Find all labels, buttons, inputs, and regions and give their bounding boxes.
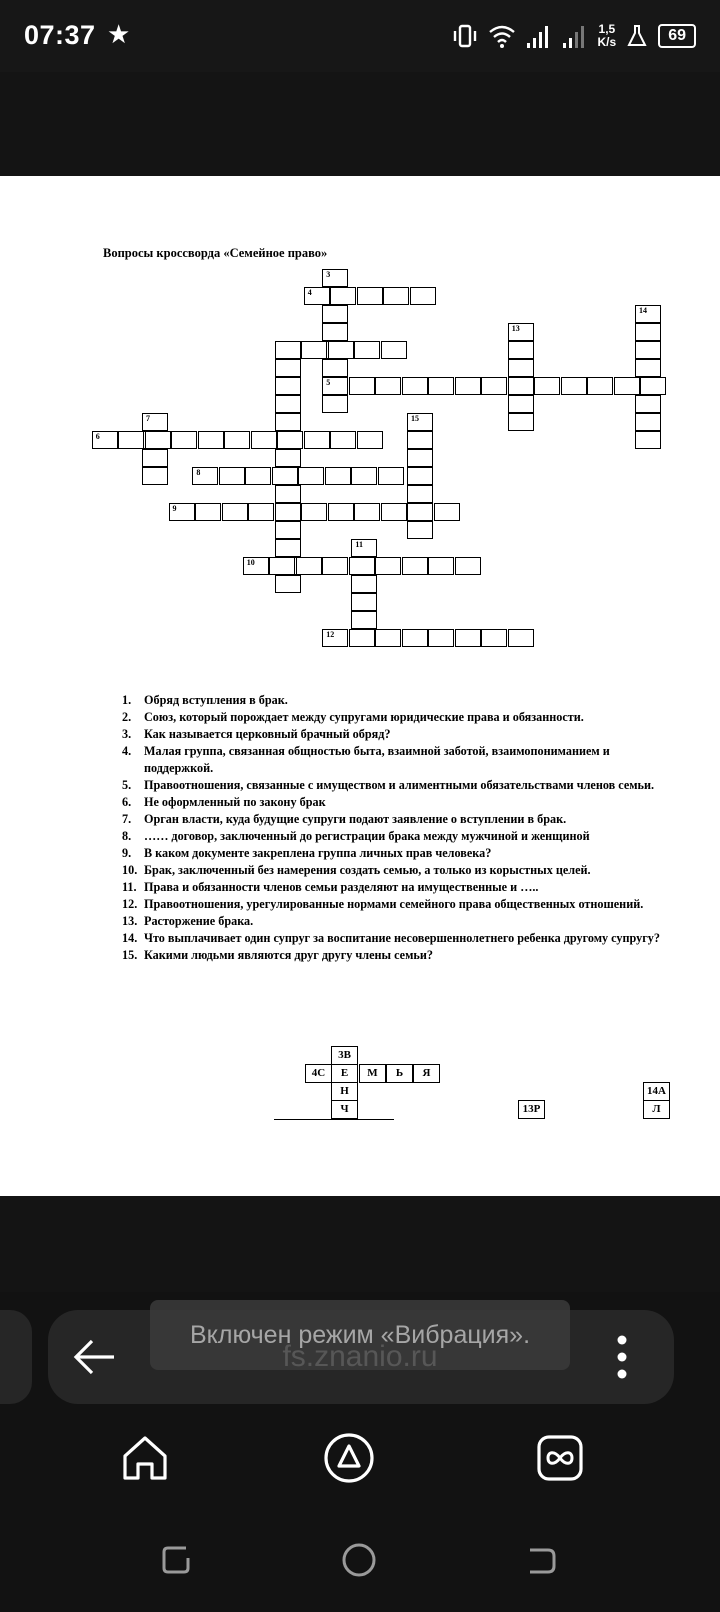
- question-text: …… договор, заключенный до регистрации брака между мужчиной и женщиной: [144, 829, 590, 843]
- crossword-cell: [402, 377, 428, 395]
- clue-number: 5: [326, 378, 331, 387]
- crossword-cell: [304, 431, 330, 449]
- question-text: Как называется церковный брачный обряд?: [144, 727, 391, 741]
- question-text: Обряд вступления в брак.: [144, 693, 288, 707]
- question-number: 15.: [122, 948, 138, 962]
- crossword-cell: [269, 557, 295, 575]
- crossword-cell: [275, 341, 301, 359]
- crossword-cell: [455, 557, 481, 575]
- crossword-cell: [304, 287, 330, 305]
- status-right: [452, 18, 696, 54]
- crossword-cell: [275, 539, 301, 557]
- question-item: [122, 743, 667, 777]
- crossword-cell: [410, 287, 436, 305]
- crossword-cell: [407, 413, 433, 431]
- question-text: Правоотношения, урегулированные нормами семейного права общественных отношений.: [144, 897, 644, 911]
- question-item: [122, 692, 667, 709]
- question-number: 13.: [122, 914, 138, 928]
- question-item: [122, 930, 667, 947]
- question-number: 1.: [122, 693, 132, 707]
- crossword-cell: [277, 431, 303, 449]
- crossword-cell: [298, 467, 324, 485]
- crossword-cell: [349, 629, 375, 647]
- clue-number: 13: [511, 324, 520, 333]
- viewer-top-margin: [0, 72, 720, 176]
- crossword-cell: [635, 413, 661, 431]
- crossword-cell: [455, 377, 481, 395]
- crossword-cell: [407, 449, 433, 467]
- question-item: [122, 726, 667, 743]
- crossword-cell: [328, 341, 354, 359]
- crossword-cell: [508, 341, 534, 359]
- crossword-cell: [243, 557, 269, 575]
- crossword-cell: [275, 521, 301, 539]
- document-title: Вопросы кроссворда «Семейное право»: [103, 246, 328, 260]
- clue-number: 8: [196, 468, 201, 477]
- question-number: 5.: [122, 778, 132, 792]
- clue-number: 14: [638, 306, 647, 315]
- crossword-cell: [351, 593, 377, 611]
- crossword-cell: [145, 431, 171, 449]
- crossword-cell: [219, 467, 245, 485]
- question-text: Малая группа, связанная общностью быта, взаимной заботой, взаимопониманием и поддержкой.: [144, 744, 610, 775]
- answer-cell: 4С: [305, 1064, 332, 1083]
- question-number: 4.: [122, 744, 132, 758]
- question-item: [122, 862, 667, 879]
- clue-number: 11: [355, 540, 363, 549]
- crossword-cell: [349, 557, 375, 575]
- tabs-icon[interactable]: [534, 1432, 586, 1484]
- crossword-cell: [635, 359, 661, 377]
- question-item: [122, 947, 667, 964]
- question-item: [122, 794, 667, 811]
- crossword-cell: [322, 305, 348, 323]
- crossword-cell: [322, 323, 348, 341]
- crossword-cell: [407, 503, 433, 521]
- crossword-cell: [455, 629, 481, 647]
- crossword-cell: [375, 377, 401, 395]
- question-text: Союз, который порождает между супругами юридические права и обязанности.: [144, 710, 584, 724]
- crossword-cell: [357, 287, 383, 305]
- crossword-cell: [508, 413, 534, 431]
- crossword-cell: [296, 557, 322, 575]
- question-text: Брак, заключенный без намерения создать семью, а только из корыстных целей.: [144, 863, 591, 877]
- question-number: 8.: [122, 829, 132, 843]
- crossword-cell: [328, 503, 354, 521]
- question-number: 3.: [122, 727, 132, 741]
- crossword-cell: [248, 503, 274, 521]
- clue-number: 7: [146, 414, 151, 423]
- crossword-cell: [635, 323, 661, 341]
- crossword-cell: [169, 503, 195, 521]
- crossword-cell: [275, 395, 301, 413]
- crossword-cell: [534, 377, 560, 395]
- answer-cell: 14А: [643, 1082, 670, 1101]
- crossword-cell: [351, 467, 377, 485]
- home-icon[interactable]: [119, 1432, 171, 1484]
- crossword-cell: [635, 431, 661, 449]
- crossword-cell: [349, 377, 375, 395]
- crossword-cell: [434, 503, 460, 521]
- crossword-cell: [508, 323, 534, 341]
- question-item: [122, 879, 667, 896]
- question-text: Права и обязанности членов семьи разделяют на имущественные и …..: [144, 880, 539, 894]
- answer-underline: [274, 1119, 394, 1120]
- crossword-cell: [330, 287, 356, 305]
- question-item: [122, 777, 667, 794]
- crossword-cell: [354, 503, 380, 521]
- crossword-cell: [245, 467, 271, 485]
- question-item: [122, 811, 667, 828]
- answer-cell: 3В: [331, 1046, 358, 1065]
- answer-cell: Ь: [386, 1064, 413, 1083]
- crossword-cell: [402, 629, 428, 647]
- crossword-cell: [383, 287, 409, 305]
- crossword-cell: [407, 431, 433, 449]
- signal-icon-2: [562, 23, 588, 49]
- crossword-cell: [195, 503, 221, 521]
- crossword-cell: [330, 431, 356, 449]
- crossword-cell: [508, 629, 534, 647]
- home-circle-icon[interactable]: [341, 1542, 377, 1578]
- crossword-cell: [92, 431, 118, 449]
- question-number: 10.: [122, 863, 138, 877]
- crossword-cell: [351, 575, 377, 593]
- clue-number: 4: [307, 288, 312, 297]
- crossword-cell: [481, 629, 507, 647]
- question-item: [122, 828, 667, 845]
- answer-cell: Н: [331, 1082, 358, 1101]
- crossword-cell: [354, 341, 380, 359]
- viewer-bottom-margin: [0, 1196, 720, 1292]
- crossword-cell: [640, 377, 666, 395]
- crossword-cell: [325, 467, 351, 485]
- clue-number: 12: [326, 630, 335, 639]
- answer-cell: Я: [413, 1064, 440, 1083]
- crossword-cell: [381, 341, 407, 359]
- question-text: Не оформленный по закону брак: [144, 795, 326, 809]
- question-text: Расторжение брака.: [144, 914, 254, 928]
- vibration-toast: Включен режим «Вибрация».: [150, 1300, 570, 1370]
- status-bar: [0, 0, 720, 72]
- question-number: 2.: [122, 710, 132, 724]
- crossword-cell: [481, 377, 507, 395]
- crossword-cell: [351, 539, 377, 557]
- network-speed: 1,5 K/s: [597, 22, 617, 49]
- crossword-cell: [587, 377, 613, 395]
- answer-cell: Е: [331, 1064, 358, 1083]
- crossword-cell: [378, 467, 404, 485]
- crossword-cell: [275, 485, 301, 503]
- wifi-icon: [488, 23, 516, 49]
- crossword-cell: [561, 377, 587, 395]
- answer-cell: 13Р: [518, 1100, 545, 1119]
- crossword-cell: [635, 395, 661, 413]
- answer-cell: Л: [643, 1100, 670, 1119]
- question-item: [122, 896, 667, 913]
- answer-cell: М: [359, 1064, 386, 1083]
- question-item: [122, 709, 667, 726]
- crossword-cell: [322, 395, 348, 413]
- crossword-cell: [142, 467, 168, 485]
- crossword-cell: [407, 521, 433, 539]
- crossword-cell: [357, 431, 383, 449]
- question-text: Какими людьми являются друг другу члены семьи?: [144, 948, 433, 962]
- crossword-cell: [635, 341, 661, 359]
- crossword-cell: [322, 359, 348, 377]
- crossword-cell: [272, 467, 298, 485]
- crossword-cell: [351, 611, 377, 629]
- signal-icon: [526, 23, 552, 49]
- clue-number: 3: [326, 270, 331, 279]
- crossword-cell: [301, 503, 327, 521]
- crossword-cell: [407, 467, 433, 485]
- crossword-cell: [428, 629, 454, 647]
- crossword-cell: [251, 431, 277, 449]
- crossword-cell: [142, 449, 168, 467]
- clue-number: 10: [246, 558, 255, 567]
- questions-list: [122, 692, 667, 964]
- clue-number: 9: [172, 504, 177, 513]
- question-number: 6.: [122, 795, 132, 809]
- question-item: [122, 845, 667, 862]
- crossword-cell: [118, 431, 144, 449]
- crossword-cell: [322, 269, 348, 287]
- menu-dots-icon[interactable]: [612, 1334, 632, 1380]
- battery-icon: 69: [658, 24, 696, 48]
- question-text: Что выплачивает один супруг за воспитание несовершеннолетнего ребенка другому супругу?: [144, 931, 660, 945]
- answer-cell: Ч: [331, 1100, 358, 1119]
- crossword-cell: [275, 575, 301, 593]
- status-time: 07:37: [24, 20, 96, 50]
- crossword-cell: [508, 359, 534, 377]
- question-number: 14.: [122, 931, 138, 945]
- browser-toolbar: [0, 1292, 720, 1612]
- vibrate-icon: [452, 23, 478, 49]
- crossword-cell: [322, 557, 348, 575]
- crossword-cell: [508, 377, 534, 395]
- crossword-cell: [275, 359, 301, 377]
- crossword-cell: [508, 395, 534, 413]
- crossword-cell: [275, 377, 301, 395]
- crossword-cell: [171, 431, 197, 449]
- crossword-cell: [407, 485, 433, 503]
- crossword-cell: [428, 377, 454, 395]
- crossword-cell: [275, 413, 301, 431]
- crossword-cell: [301, 341, 327, 359]
- crossword-cell: [222, 503, 248, 521]
- browser-nav-row: [0, 1432, 720, 1492]
- crossword-cell: [198, 431, 224, 449]
- assistant-icon[interactable]: [323, 1432, 375, 1484]
- crossword-cell: [635, 305, 661, 323]
- star-icon: ★: [107, 19, 131, 49]
- crossword-cell: [275, 503, 301, 521]
- crossword-cell: [381, 503, 407, 521]
- question-number: 11.: [122, 880, 137, 894]
- crossword-cell: [375, 629, 401, 647]
- clue-number: 6: [95, 432, 100, 441]
- question-number: 12.: [122, 897, 138, 911]
- crossword-cell: [142, 413, 168, 431]
- crossword-cell: [192, 467, 218, 485]
- crossword-cell: [322, 377, 348, 395]
- question-text: Орган власти, куда будущие супруги подают заявление о вступлении в брак.: [144, 812, 567, 826]
- flask-icon: [626, 24, 648, 48]
- crossword-cell: [322, 629, 348, 647]
- crossword-cell: [275, 449, 301, 467]
- crossword-cell: [375, 557, 401, 575]
- crossword-cell: [224, 431, 250, 449]
- question-item: [122, 913, 667, 930]
- crossword-cell: [402, 557, 428, 575]
- crossword-cell: [428, 557, 454, 575]
- back-gesture-icon[interactable]: [524, 1542, 560, 1578]
- recent-apps-icon[interactable]: [158, 1542, 194, 1578]
- question-text: Правоотношения, связанные с имуществом и алиментными обязательствами членов семьи.: [144, 778, 655, 792]
- system-nav-bar: [0, 1542, 720, 1582]
- document-page: [0, 176, 720, 1196]
- question-text: В каком документе закреплена группа личных прав человека?: [144, 846, 492, 860]
- question-number: 7.: [122, 812, 132, 826]
- crossword-cell: [614, 377, 640, 395]
- clue-number: 15: [411, 414, 420, 423]
- question-number: 9.: [122, 846, 132, 860]
